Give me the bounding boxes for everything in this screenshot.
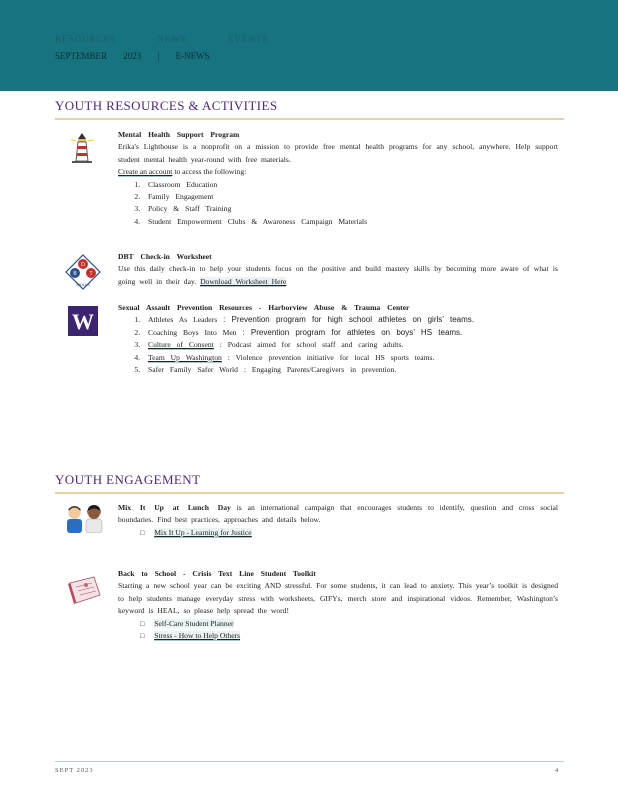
toolkit-notebook-icon: [64, 573, 104, 607]
banner-word: EVENTS: [228, 34, 269, 44]
program-name: Athletes As Leaders: [148, 315, 218, 325]
item-body: is an international campaign that encourages students to identify, question and cross social boundaries. Find best practices, approaches and details below.: [118, 503, 558, 525]
team-up-washington-link[interactable]: Team Up Washington: [148, 352, 222, 362]
list-item: [140, 618, 558, 630]
list-item: 1. Classroom Education: [146, 179, 558, 191]
dbt-letter-b: B: [73, 271, 77, 277]
item-body: Erika's Lighthouse is a nonprofit on a mission to provide free mental health programs for any school, anywhere. Help support student mental health year-round with free materials.: [118, 142, 558, 164]
item-title: Mental Health Support Program: [118, 130, 240, 139]
program-desc: : Engaging Parents/Caregivers in prevention.: [243, 365, 397, 375]
self-care-planner[interactable]: Self-Care Student Planner: [154, 618, 234, 628]
issue-type: E-NEWS: [175, 51, 210, 61]
dbt-caption: SKILLS: [76, 282, 90, 287]
item-body: Use this daily check-in to help your students focus on the positive and build mastery skills by becoming more aware of what is going well in their day.: [118, 264, 558, 286]
dbt-letter-t: T: [89, 271, 93, 277]
list-item: 4. Student Empowerment Clubs & Awareness Campaign Materials: [146, 216, 558, 228]
banner-word: NEWS: [157, 34, 187, 44]
uw-logo-icon: [68, 306, 98, 336]
program-desc: : Violence prevention initiative for local HS sports teams.: [227, 352, 435, 362]
account-line-rest: to access the following:: [174, 167, 247, 177]
program-name: Coaching Boys Into Men: [148, 327, 237, 337]
stress-help-link[interactable]: Stress - How to Help Others: [154, 631, 241, 641]
item-body-wrap: [118, 263, 558, 288]
mix-it-up-day: [118, 502, 558, 539]
list-item: 3. Policy & Staff Training: [146, 203, 558, 215]
section-title-resources: YOUTH RESOURCES & ACTIVITIES: [55, 98, 278, 113]
footer-issue: SEPT 2023: [55, 767, 94, 774]
list-item: [140, 527, 558, 539]
students-icon: [64, 503, 106, 533]
link-list: [118, 527, 558, 539]
section-divider: [55, 118, 564, 120]
list-item: [146, 339, 558, 351]
item-title: Mix It Up at Lunch Day: [118, 503, 231, 512]
sexual-assault-resources: [118, 302, 558, 376]
lighthouse-icon: [67, 131, 97, 165]
list-item: [146, 352, 558, 364]
header-banner: [0, 0, 618, 91]
dbt-letter-d: D: [81, 262, 85, 268]
dbt-worksheet: [118, 251, 558, 288]
list-item: 2. Family Engagement: [146, 191, 558, 203]
list-item: [146, 364, 558, 376]
list-item: [146, 327, 558, 339]
banner-faded-nav: [55, 34, 307, 44]
link-list: [118, 618, 558, 643]
crisis-text-toolkit: [118, 568, 558, 642]
program-desc: : Prevention program for athletes on boys’ HS teams.: [242, 327, 463, 337]
banner-word: RESOURCES: [55, 34, 117, 44]
dbt-skills-icon: [64, 253, 102, 291]
culture-of-consent-link[interactable]: Culture of Consent: [148, 340, 214, 350]
item-title: Sexual Assault Prevention Resources - Harborview Abuse & Trauma Center: [118, 303, 410, 312]
program-desc: : Prevention program for high school athletes on girls’ teams.: [223, 315, 474, 325]
prevention-list: [118, 314, 558, 376]
mental-health-program: [118, 129, 558, 228]
download-worksheet-link[interactable]: Download Worksheet Here: [200, 276, 287, 286]
issue-month: SEPTEMBER: [55, 51, 108, 61]
issue-year: 2023: [123, 51, 142, 61]
item-title: DBT Check-in Worksheet: [118, 252, 212, 261]
mix-it-up-link[interactable]: Mix It Up - Learning for Justice: [154, 527, 252, 537]
section-title-engagement: YOUTH ENGAGEMENT: [55, 472, 201, 487]
account-line: [118, 166, 558, 178]
create-account-link[interactable]: Create an account: [118, 167, 173, 177]
issue-date: [55, 51, 224, 61]
footer-divider: [55, 761, 564, 762]
item-title: Back to School - Crisis Text Line Student Toolkit: [118, 569, 316, 578]
list-item: [146, 314, 558, 326]
issue-separator: |: [157, 51, 160, 61]
program-desc: : Podcast aimed for school staff and caring adults.: [219, 340, 404, 350]
page-number: 4: [555, 767, 559, 774]
item-intro: [118, 502, 558, 527]
uw-logo-letter: W: [72, 309, 94, 334]
section-divider: [55, 492, 564, 494]
list-item: [140, 630, 558, 642]
resource-list: [118, 179, 558, 229]
program-name: Safer Family Safer World: [148, 365, 238, 375]
item-body: Starting a new school year can be exciting AND stressful. For some students, it can lead to anxiety. This year’s toolkit is designed to help students manage everyday stress with worksheets, GIFYs, merch store and inspirational videos. Remember, Washington’s keyword is HEAL, so please help spread the word!: [118, 581, 558, 616]
